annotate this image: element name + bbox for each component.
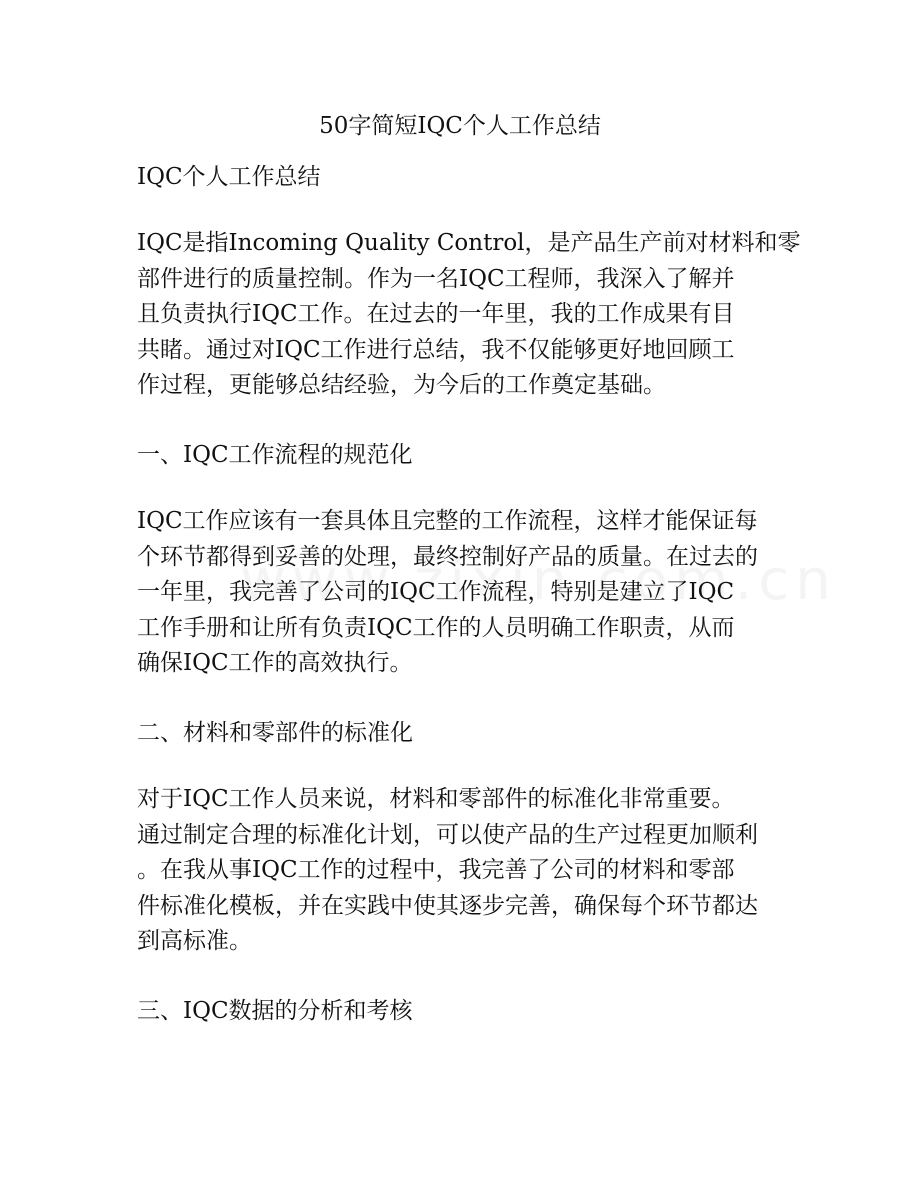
paragraph-line: IQC工作应该有一套具体且完整的工作流程，这样才能保证每 bbox=[137, 508, 758, 534]
paragraph-line: 通过制定合理的标准化计划，可以使产品的生产过程更加顺利 bbox=[137, 821, 758, 848]
document-subtitle bbox=[137, 160, 797, 196]
intro-paragraph bbox=[137, 226, 801, 404]
paragraph-line: 确保IQC工作的高效执行。 bbox=[137, 650, 413, 677]
paragraph-line: 且负责执行IQC工作。在过去的一年里，我的工作成果有目 bbox=[137, 301, 735, 328]
paragraph-line: 部件进行的质量控制。作为一名IQC工程师，我深入了解并 bbox=[137, 265, 735, 292]
section-heading-text: 三、IQC数据的分析和考核 bbox=[137, 998, 413, 1024]
section-heading-1 bbox=[137, 438, 797, 474]
paragraph-line: 共睹。通过对IQC工作进行总结，我不仅能够更好地回顾工 bbox=[137, 336, 735, 363]
page-title: 50字简短IQC个人工作总结 bbox=[319, 113, 601, 139]
subtitle-text: IQC个人工作总结 bbox=[137, 164, 321, 190]
section-heading-text: 二、材料和零部件的标准化 bbox=[137, 720, 413, 746]
section-1-paragraph bbox=[137, 504, 797, 682]
paragraph-line: 件标准化模板，并在实践中使其逐步完善，确保每个环节都达 bbox=[137, 892, 758, 919]
paragraph-line: 一年里，我完善了公司的IQC工作流程，特别是建立了IQC bbox=[137, 579, 735, 606]
paragraph-line: 个环节都得到妥善的处理，最终控制好产品的质量。在过去的 bbox=[137, 543, 758, 570]
section-heading-3 bbox=[137, 994, 797, 1030]
paragraph-line: 。在我从事IQC工作的过程中，我完善了公司的材料和零部 bbox=[137, 857, 735, 884]
paragraph-line: IQC是指Incoming Quality Control，是产品生产前对材料和零 bbox=[137, 230, 801, 256]
paragraph-line: 作过程，更能够总结经验，为今后的工作奠定基础。 bbox=[137, 372, 666, 399]
paragraph-line: 到高标准。 bbox=[137, 928, 252, 955]
section-heading-2 bbox=[137, 716, 797, 752]
paragraph-line: 对于IQC工作人员来说，材料和零部件的标准化非常重要。 bbox=[137, 786, 735, 812]
section-heading-text: 一、IQC工作流程的规范化 bbox=[137, 442, 413, 468]
section-2-paragraph bbox=[137, 782, 797, 960]
paragraph-line: 工作手册和让所有负责IQC工作的人员明确工作职责，从而 bbox=[137, 614, 735, 641]
